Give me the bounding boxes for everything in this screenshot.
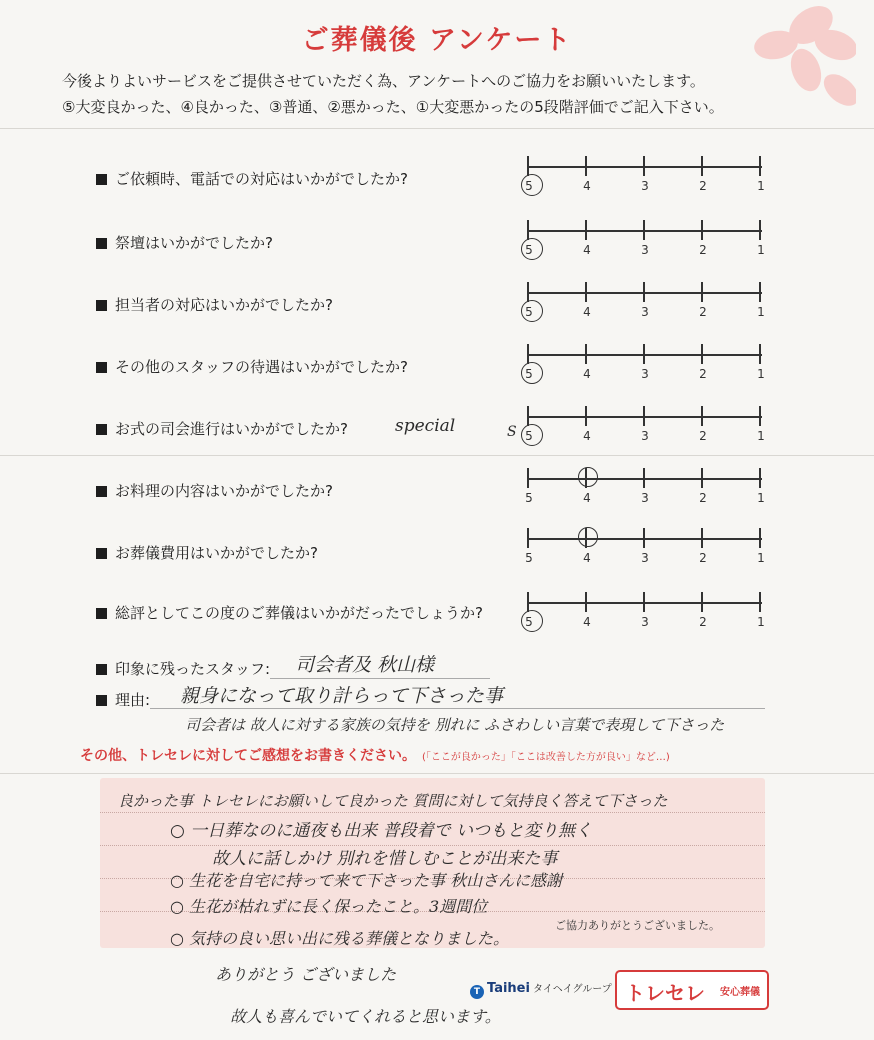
- question-5: [96, 418, 348, 439]
- scale-label: 3: [641, 243, 649, 257]
- scale-tick: [701, 282, 703, 302]
- reason-label: 理由:: [96, 689, 150, 710]
- paper-fold: [0, 455, 874, 456]
- comment-line-6: ○ 気持の良い思い出に残る葬儀となりました。: [170, 929, 510, 948]
- rating-mark: [521, 610, 543, 632]
- toresere-logo: トレセレ 安心葬儀: [615, 970, 769, 1010]
- question-7: [96, 542, 318, 563]
- scale-tick: [701, 468, 703, 488]
- scale-tick: [759, 592, 761, 612]
- scale-tick: [643, 156, 645, 176]
- bullet-square-icon: [96, 664, 107, 675]
- comment-line-1: 良かった事 トレセレにお願いして良かった 質問に対して気持良く答えて下さった: [118, 792, 668, 810]
- scale-tick: [701, 528, 703, 548]
- scale-label: 5: [525, 551, 533, 565]
- rating-mark: [578, 467, 598, 487]
- scale-label: 4: [583, 491, 591, 505]
- scale-line: [528, 478, 762, 480]
- scale-line: [528, 538, 762, 540]
- scale-label: 5: [525, 491, 533, 505]
- scale-label: 4: [583, 367, 591, 381]
- scale-label: 1: [757, 367, 765, 381]
- rating-mark: [521, 424, 543, 446]
- staff-label: 印象に残ったスタッフ:: [96, 658, 270, 679]
- scale-label: 1: [757, 179, 765, 193]
- question-8: [96, 602, 483, 623]
- scale-label: 3: [641, 551, 649, 565]
- taihei-mark-icon: T: [470, 985, 484, 999]
- scale-tick: [759, 468, 761, 488]
- scale-tick: [759, 156, 761, 176]
- scale-tick: [759, 406, 761, 426]
- question-text: ご依頼時、電話での対応はいかがでしたか?: [115, 170, 408, 188]
- question-text: お式の司会進行はいかがでしたか?: [115, 420, 348, 438]
- reason-underline: [150, 708, 765, 709]
- handwritten-prefix: S: [507, 424, 517, 440]
- question-6: [96, 480, 333, 501]
- bullet-square-icon: [96, 548, 107, 559]
- question-text: お葬儀費用はいかがでしたか?: [115, 544, 318, 562]
- scale-tick: [701, 156, 703, 176]
- rating-mark: [521, 174, 543, 196]
- scale-label: 1: [757, 429, 765, 443]
- scale-tick: [701, 406, 703, 426]
- scale-label: 2: [699, 551, 707, 565]
- scale-label: 2: [699, 243, 707, 257]
- scale-label: 5: [525, 305, 533, 319]
- scale-label: 5: [525, 615, 533, 629]
- scale-tick: [643, 344, 645, 364]
- scale-label: 4: [583, 429, 591, 443]
- bullet-square-icon: [96, 486, 107, 497]
- scale-tick: [643, 592, 645, 612]
- rating-mark: [521, 362, 543, 384]
- scale-label: 4: [583, 305, 591, 319]
- rating-scale: [522, 220, 772, 260]
- scale-label: 2: [699, 429, 707, 443]
- staff-underline: [270, 678, 490, 679]
- scale-label: 3: [641, 305, 649, 319]
- bullet-square-icon: [96, 362, 107, 373]
- scale-tick: [759, 220, 761, 240]
- rating-mark: [521, 238, 543, 260]
- scale-tick: [585, 282, 587, 302]
- question-4: [96, 356, 408, 377]
- scale-label: 1: [757, 243, 765, 257]
- comment-line-5: ○ 生花が枯れずに長く保ったこと。3週間位: [170, 897, 488, 916]
- scale-line: [528, 230, 762, 232]
- rating-mark: [578, 527, 598, 547]
- scale-tick: [759, 528, 761, 548]
- thanks-text: ご協力ありがとうございました。: [555, 919, 720, 932]
- scale-label: 1: [757, 305, 765, 319]
- rating-scale: [522, 528, 772, 568]
- bullet-square-icon: [96, 238, 107, 249]
- scale-tick: [643, 468, 645, 488]
- question-3: [96, 294, 333, 315]
- comment-line-3: 故人に話しかけ 別れを惜しむことが出来た事: [212, 849, 558, 869]
- page-title: ご葬儀後 アンケート: [301, 25, 573, 56]
- rating-scale: [522, 282, 772, 322]
- rating-scale: [522, 406, 772, 446]
- comment-line-2: ○ 一日葬なのに通夜も出来 普段着で いつもと変り無く: [170, 821, 593, 841]
- scale-label: 1: [757, 551, 765, 565]
- scale-tick: [527, 344, 529, 364]
- scale-tick: [527, 468, 529, 488]
- scale-label: 3: [641, 367, 649, 381]
- scale-tick: [585, 156, 587, 176]
- scale-tick: [527, 156, 529, 176]
- scale-label: 5: [525, 243, 533, 257]
- scale-label: 2: [699, 367, 707, 381]
- scale-label: 2: [699, 491, 707, 505]
- scale-label: 2: [699, 179, 707, 193]
- bullet-square-icon: [96, 608, 107, 619]
- intro-line-1: 今後よりよいサービスをご提供させていただく為、アンケートへのご協力をお願いいたします。: [62, 72, 705, 90]
- scale-label: 3: [641, 429, 649, 443]
- rating-scale: [522, 592, 772, 632]
- scale-tick: [527, 528, 529, 548]
- scale-label: 4: [583, 179, 591, 193]
- scale-tick: [759, 282, 761, 302]
- bullet-square-icon: [96, 300, 107, 311]
- scale-label: 3: [641, 615, 649, 629]
- question-text: 担当者の対応はいかがでしたか?: [115, 296, 333, 314]
- staff-value: 司会者及 秋山様: [295, 654, 435, 676]
- question-text: お料理の内容はいかがでしたか?: [115, 482, 333, 500]
- reason-line-1: 親身になって取り計らって下さった事: [180, 685, 504, 707]
- taihei-logo: T Taihei タイヘイグループ: [470, 980, 612, 999]
- scale-tick: [585, 406, 587, 426]
- scale-tick: [701, 592, 703, 612]
- scale-label: 5: [525, 179, 533, 193]
- scale-tick: [643, 220, 645, 240]
- paper-fold: [0, 128, 874, 129]
- scale-tick: [643, 528, 645, 548]
- scale-label: 2: [699, 615, 707, 629]
- handwritten-note-special: special: [395, 416, 456, 436]
- bullet-square-icon: [96, 695, 107, 706]
- scale-tick: [527, 282, 529, 302]
- scale-tick: [527, 220, 529, 240]
- comment-line-8: 故人も喜んでいてくれると思います。: [230, 1007, 501, 1026]
- scale-line: [528, 354, 762, 356]
- comment-line-4: ○ 生花を自宅に持って来て下さった事 秋山さんに感謝: [170, 871, 563, 890]
- question-text: 総評としてこの度のご葬儀はいかがだったでしょうか?: [115, 604, 483, 622]
- scale-line: [528, 416, 762, 418]
- ruled-line: [100, 812, 765, 813]
- comments-prompt: その他、トレセレに対してご感想をお書きください。 (「ここが良かった」「ここは改善した方が良い」など…): [80, 748, 670, 764]
- question-text: その他のスタッフの待遇はいかがでしたか?: [115, 358, 408, 376]
- scale-tick: [643, 406, 645, 426]
- scale-tick: [585, 344, 587, 364]
- question-1: [96, 168, 408, 189]
- question-2: [96, 232, 273, 253]
- scale-line: [528, 166, 762, 168]
- scale-label: 4: [583, 551, 591, 565]
- scale-line: [528, 602, 762, 604]
- bullet-square-icon: [96, 424, 107, 435]
- rating-scale: [522, 468, 772, 508]
- scale-line: [528, 292, 762, 294]
- rating-scale: [522, 156, 772, 196]
- bullet-square-icon: [96, 174, 107, 185]
- question-text: 祭壇はいかがでしたか?: [115, 234, 273, 252]
- scale-tick: [585, 220, 587, 240]
- scale-label: 3: [641, 179, 649, 193]
- intro-line-2: ⑤大変良かった、④良かった、③普通、②悪かった、①大変悪かったの5段階評価でご記入下さい。: [62, 98, 724, 116]
- scale-label: 5: [525, 429, 533, 443]
- paper-fold: [0, 773, 874, 774]
- scale-tick: [701, 220, 703, 240]
- scale-label: 2: [699, 305, 707, 319]
- reason-line-2: 司会者は 故人に対する家族の気持を 別れに ふさわしい言葉で表現して下さった: [185, 716, 725, 734]
- scale-label: 3: [641, 491, 649, 505]
- scale-tick: [759, 344, 761, 364]
- comment-line-7: ありがとう ございました: [215, 965, 397, 984]
- scale-tick: [643, 282, 645, 302]
- scale-label: 1: [757, 491, 765, 505]
- scale-tick: [527, 406, 529, 426]
- scale-label: 1: [757, 615, 765, 629]
- scale-tick: [527, 592, 529, 612]
- scale-label: 5: [525, 367, 533, 381]
- scale-tick: [585, 592, 587, 612]
- rating-mark: [521, 300, 543, 322]
- scale-label: 4: [583, 243, 591, 257]
- scale-label: 4: [583, 615, 591, 629]
- rating-scale: [522, 344, 772, 384]
- scale-tick: [701, 344, 703, 364]
